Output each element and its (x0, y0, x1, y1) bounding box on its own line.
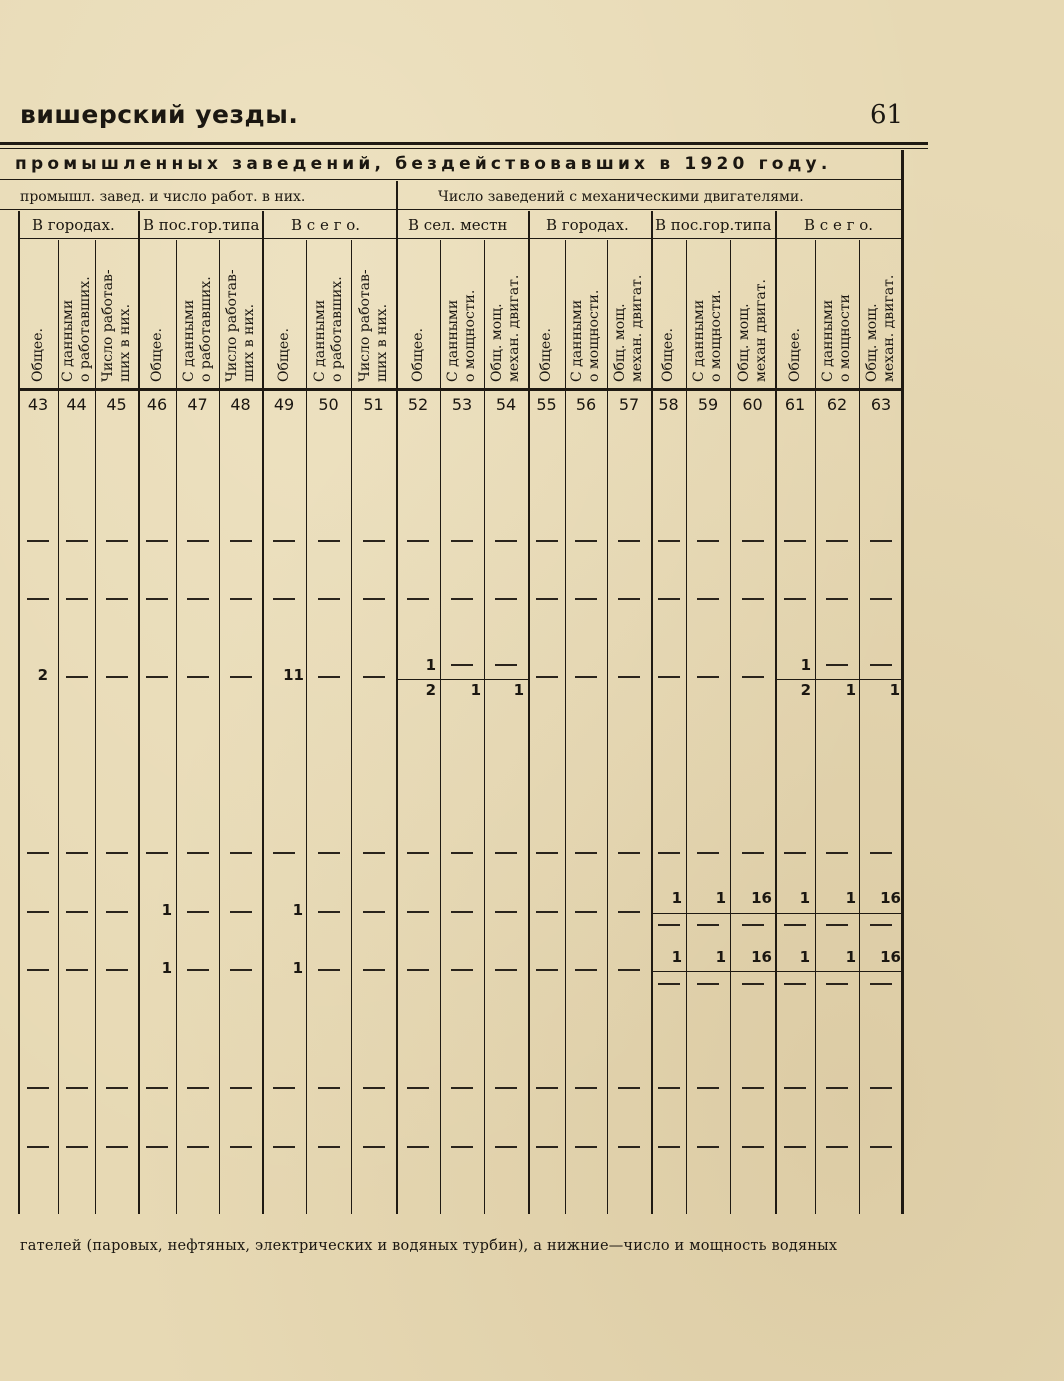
empty-dash (318, 676, 340, 678)
empty-dash (784, 598, 806, 600)
empty-dash (658, 852, 680, 854)
empty-dash (187, 598, 209, 600)
column-border-minor (440, 240, 441, 1214)
column-border-minor (58, 240, 59, 1214)
cell-value: 1 (799, 948, 810, 966)
empty-dash (146, 540, 168, 542)
empty-dash (742, 676, 764, 678)
footnote-text: гателей (паровых, нефтяных, электрических и водяных турбин), а нижние—число и мощность водяных (20, 1238, 838, 1254)
cell-value: 1 (161, 901, 172, 919)
column-border-minor (351, 240, 352, 1214)
empty-dash (575, 598, 597, 600)
empty-dash (826, 924, 848, 926)
empty-dash (658, 924, 680, 926)
empty-dash (273, 1146, 295, 1148)
empty-dash (187, 911, 209, 913)
empty-dash (826, 540, 848, 542)
rule-under-headers (18, 388, 903, 391)
empty-dash (495, 1087, 517, 1089)
empty-dash (870, 664, 892, 666)
empty-dash (536, 1146, 558, 1148)
cell-value: 1 (799, 889, 810, 907)
empty-dash (618, 676, 640, 678)
empty-dash (407, 911, 429, 913)
empty-dash (697, 924, 719, 926)
empty-dash (230, 598, 252, 600)
rule-under-title (0, 179, 903, 180)
empty-dash (451, 852, 473, 854)
empty-dash (784, 1087, 806, 1089)
empty-dash (66, 540, 88, 542)
empty-dash (742, 598, 764, 600)
empty-dash (658, 983, 680, 985)
running-head-title: вишерский уезды. (20, 100, 299, 129)
rule-under-subgroups (18, 238, 903, 239)
empty-dash (66, 676, 88, 678)
cell-value: 1 (715, 948, 726, 966)
empty-dash (407, 852, 429, 854)
empty-dash (230, 676, 252, 678)
column-border-major (18, 211, 20, 1214)
empty-dash (187, 676, 209, 678)
cell-value: 16 (880, 948, 901, 966)
column-number: 59 (697, 395, 719, 414)
empty-dash (146, 852, 168, 854)
column-number: 57 (618, 395, 640, 414)
empty-dash (826, 664, 848, 666)
column-border-minor (607, 240, 608, 1214)
column-border-major (775, 211, 777, 1214)
empty-dash (742, 983, 764, 985)
header-rule-thin (0, 148, 928, 149)
cell-value: 2 (425, 681, 436, 699)
empty-dash (618, 598, 640, 600)
column-border-major (528, 211, 530, 1214)
empty-dash (870, 852, 892, 854)
column-border-minor (306, 240, 307, 1214)
empty-dash (784, 852, 806, 854)
empty-dash (742, 1146, 764, 1148)
empty-dash (27, 1146, 49, 1148)
empty-dash (106, 911, 128, 913)
cell-value: 2 (37, 666, 48, 684)
column-border-minor (95, 240, 96, 1214)
empty-dash (230, 852, 252, 854)
cell-value: 1 (292, 901, 303, 919)
group-header-workers: промышл. завед. и число работ. в них. (20, 189, 306, 205)
empty-dash (618, 1146, 640, 1148)
empty-dash (575, 1087, 597, 1089)
group-header-engines: Число заведений с механическими двигателями. (438, 189, 804, 205)
empty-dash (230, 1087, 252, 1089)
empty-dash (27, 969, 49, 971)
cell-value: 1 (292, 959, 303, 977)
empty-dash (575, 969, 597, 971)
empty-dash (618, 911, 640, 913)
scanned-page: вишерский уезды. 61 промышленных заведений, бездействовавших в 1920 году. промышл. завед. и число работ. в них. Число заведений с механическими двигателями. В городах. В пос.гор.типа В с е г о. В сел. местн В городах. В пос.гор.типа В с е г о. Общее. С данными о работавших. Число работав- ших в них. Общее. С данными о работавших. Число работав- ших в них. Общее. С данными о работавших. Число работав- ших в них. Общее. С данными о мощности. Общ. мощ. механ. двигат. Общее. С данными о мощности. Общ. мощ. механ. двигат. Общее. С данными о мощности. Общ. мощ. механ двигат. Общее. С данными о мощности Общ. мощ. механ. двигат. 43 44 45 46 47 48 49 50 51 52 53 54 55 56 57 58 59 60 61 62 63 2 11 1 2 1 1 1 2 1 1 1 1 1 1 16 1 1 16 1 1 1 1 16 1 1 16 гателей (паровых, нефтяных, электрических и водяных турбин), а нижние—число и мощность водяных (0, 0, 1064, 1381)
empty-dash (697, 676, 719, 678)
empty-dash (27, 1087, 49, 1089)
empty-dash (536, 676, 558, 678)
empty-dash (784, 983, 806, 985)
empty-dash (273, 1087, 295, 1089)
empty-dash (742, 1087, 764, 1089)
column-number: 62 (826, 395, 848, 414)
empty-dash (697, 1146, 719, 1148)
cell-value: 1 (845, 681, 856, 699)
column-number: 47 (187, 395, 208, 414)
empty-dash (658, 676, 680, 678)
empty-dash (618, 540, 640, 542)
empty-dash (742, 852, 764, 854)
empty-dash (66, 911, 88, 913)
empty-dash (826, 983, 848, 985)
empty-dash (826, 598, 848, 600)
cell-value: 1 (513, 681, 524, 699)
column-number: 46 (146, 395, 168, 414)
rule-under-groups (0, 209, 903, 210)
empty-dash (318, 969, 340, 971)
empty-dash (826, 1087, 848, 1089)
empty-dash (407, 540, 429, 542)
cell-value: 1 (671, 889, 682, 907)
column-number: 60 (742, 395, 763, 414)
empty-dash (407, 598, 429, 600)
empty-dash (536, 969, 558, 971)
empty-dash (363, 1087, 385, 1089)
empty-dash (106, 852, 128, 854)
empty-dash (826, 1146, 848, 1148)
empty-dash (575, 852, 597, 854)
empty-dash (697, 1087, 719, 1089)
cell-value: 16 (880, 889, 901, 907)
empty-dash (575, 1146, 597, 1148)
empty-dash (363, 676, 385, 678)
empty-dash (451, 969, 473, 971)
empty-dash (66, 969, 88, 971)
empty-dash (536, 540, 558, 542)
cell-value: 1 (161, 959, 172, 977)
empty-dash (27, 852, 49, 854)
empty-dash (658, 598, 680, 600)
column-number: 52 (407, 395, 429, 414)
empty-dash (273, 540, 295, 542)
empty-dash (495, 598, 517, 600)
empty-dash (697, 540, 719, 542)
column-number: 54 (495, 395, 517, 414)
subgroup-settlements-1: В пос.гор.типа (143, 216, 260, 234)
empty-dash (870, 598, 892, 600)
column-number: 55 (536, 395, 557, 414)
empty-dash (407, 1146, 429, 1148)
cell-value: 1 (845, 948, 856, 966)
empty-dash (495, 969, 517, 971)
column-border-major (396, 211, 398, 1214)
column-border-major (262, 211, 264, 1214)
column-number: 56 (575, 395, 597, 414)
empty-dash (658, 540, 680, 542)
column-border-minor (176, 240, 177, 1214)
empty-dash (451, 1146, 473, 1148)
empty-dash (318, 598, 340, 600)
column-border-minor (859, 240, 860, 1214)
cell-value: 11 (283, 666, 304, 684)
empty-dash (230, 911, 252, 913)
column-border-minor (484, 240, 485, 1214)
subgroup-total-1: В с е г о. (291, 216, 361, 234)
column-number: 63 (870, 395, 892, 414)
empty-dash (273, 852, 295, 854)
table-right-border (901, 150, 904, 1214)
column-number: 50 (318, 395, 339, 414)
column-number: 43 (27, 395, 49, 414)
column-border-minor (686, 240, 687, 1214)
empty-dash (318, 911, 340, 913)
subgroup-settlements-2: В пос.гор.типа (655, 216, 772, 234)
split-cell-rule (777, 679, 901, 680)
cell-value: 1 (470, 681, 481, 699)
empty-dash (318, 1146, 340, 1148)
empty-dash (495, 664, 517, 666)
empty-dash (451, 598, 473, 600)
empty-dash (106, 676, 128, 678)
empty-dash (146, 1146, 168, 1148)
empty-dash (146, 676, 168, 678)
column-number: 51 (363, 395, 384, 414)
empty-dash (870, 924, 892, 926)
empty-dash (363, 969, 385, 971)
header-rule (0, 142, 928, 145)
subgroup-cities-1: В городах. (32, 216, 115, 234)
split-cell-rule (398, 679, 528, 680)
column-number: 53 (451, 395, 473, 414)
empty-dash (495, 852, 517, 854)
empty-dash (536, 1087, 558, 1089)
empty-dash (697, 852, 719, 854)
empty-dash (318, 540, 340, 542)
empty-dash (363, 598, 385, 600)
empty-dash (318, 1087, 340, 1089)
empty-dash (318, 852, 340, 854)
empty-dash (495, 540, 517, 542)
empty-dash (742, 540, 764, 542)
empty-dash (536, 598, 558, 600)
empty-dash (784, 1146, 806, 1148)
column-number: 61 (784, 395, 806, 414)
column-border-minor (730, 240, 731, 1214)
column-border-minor (815, 240, 816, 1214)
cell-value: 1 (845, 889, 856, 907)
empty-dash (870, 1087, 892, 1089)
column-border-major (651, 211, 653, 1214)
column-number: 45 (106, 395, 127, 414)
empty-dash (363, 540, 385, 542)
empty-dash (784, 540, 806, 542)
empty-dash (66, 1146, 88, 1148)
empty-dash (146, 1087, 168, 1089)
empty-dash (106, 969, 128, 971)
empty-dash (146, 598, 168, 600)
empty-dash (536, 911, 558, 913)
empty-dash (870, 1146, 892, 1148)
empty-dash (106, 1087, 128, 1089)
empty-dash (407, 969, 429, 971)
cell-value: 1 (671, 948, 682, 966)
column-border-minor (219, 240, 220, 1214)
empty-dash (27, 598, 49, 600)
empty-dash (618, 969, 640, 971)
empty-dash (536, 852, 558, 854)
empty-dash (697, 598, 719, 600)
empty-dash (273, 598, 295, 600)
empty-dash (575, 540, 597, 542)
empty-dash (451, 664, 473, 666)
subgroup-total-2: В с е г о. (804, 216, 874, 234)
split-cell-rule (653, 913, 901, 914)
subgroup-rural: В сел. местн (408, 216, 508, 234)
cell-value: 16 (751, 948, 772, 966)
empty-dash (575, 911, 597, 913)
empty-dash (187, 1087, 209, 1089)
empty-dash (106, 598, 128, 600)
empty-dash (451, 1087, 473, 1089)
empty-dash (697, 983, 719, 985)
empty-dash (618, 852, 640, 854)
empty-dash (187, 1146, 209, 1148)
empty-dash (363, 852, 385, 854)
cell-value: 1 (715, 889, 726, 907)
empty-dash (363, 911, 385, 913)
empty-dash (106, 1146, 128, 1148)
empty-dash (187, 540, 209, 542)
column-border-major (138, 211, 140, 1214)
empty-dash (27, 540, 49, 542)
cell-value: 1 (800, 656, 811, 674)
cell-value: 2 (800, 681, 811, 699)
cell-value: 16 (751, 889, 772, 907)
empty-dash (407, 1087, 429, 1089)
empty-dash (618, 1087, 640, 1089)
column-border-minor (565, 240, 566, 1214)
empty-dash (658, 1146, 680, 1148)
empty-dash (451, 540, 473, 542)
empty-dash (230, 1146, 252, 1148)
empty-dash (230, 969, 252, 971)
page-number: 61 (870, 100, 904, 130)
subgroup-cities-2: В городах. (546, 216, 629, 234)
empty-dash (66, 852, 88, 854)
empty-dash (187, 969, 209, 971)
empty-dash (495, 911, 517, 913)
column-number: 49 (273, 395, 295, 414)
split-cell-rule (653, 971, 901, 972)
empty-dash (27, 911, 49, 913)
empty-dash (870, 540, 892, 542)
empty-dash (870, 983, 892, 985)
empty-dash (658, 1087, 680, 1089)
empty-dash (66, 1087, 88, 1089)
empty-dash (784, 924, 806, 926)
empty-dash (187, 852, 209, 854)
empty-dash (363, 1146, 385, 1148)
cell-value: 1 (889, 681, 900, 699)
empty-dash (106, 540, 128, 542)
empty-dash (230, 540, 252, 542)
cell-value: 1 (425, 656, 436, 674)
column-number: 58 (658, 395, 679, 414)
empty-dash (575, 676, 597, 678)
column-number: 48 (230, 395, 251, 414)
empty-dash (826, 852, 848, 854)
empty-dash (451, 911, 473, 913)
empty-dash (742, 924, 764, 926)
table-title: промышленных заведений, бездействовавших в 1920 году. (15, 154, 832, 174)
column-number: 44 (66, 395, 87, 414)
empty-dash (495, 1146, 517, 1148)
empty-dash (66, 598, 88, 600)
